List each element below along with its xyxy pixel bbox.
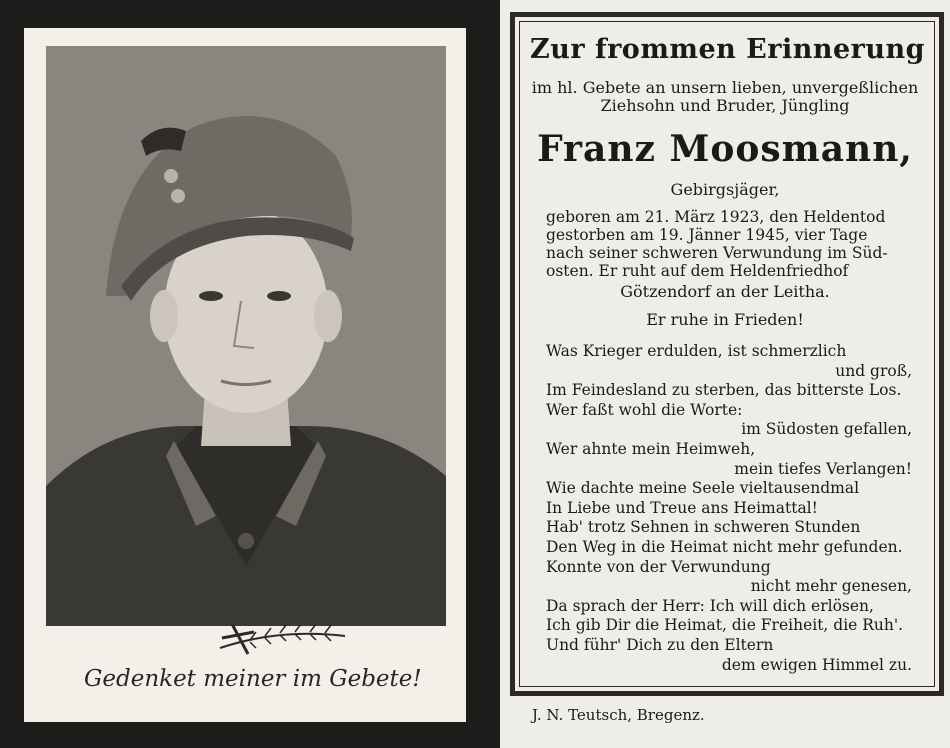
poem-line: Den Weg in die Heimat nicht mehr gefunden.: [546, 538, 903, 556]
poem-line: nicht mehr genesen,: [750, 577, 912, 596]
poem-line: dem ewigen Himmel zu.: [721, 655, 912, 674]
remembrance-motto: Gedenket meiner im Gebete!: [84, 666, 422, 692]
poem-line: Wer ahnte mein Heimweh,: [546, 440, 756, 458]
poem-line: Da sprach der Herr: Ich will dich erlösen,: [546, 596, 874, 615]
poem-line: Und führ' Dich zu den Eltern: [546, 636, 774, 654]
portrait-illustration: [46, 46, 446, 626]
poem-line: Ich gib Dir die Heimat, die Freiheit, die Ruh'.: [546, 616, 904, 635]
printer-credit: J. N. Teutsch, Bregenz.: [532, 706, 705, 724]
poem-line: Konnte von der Verwundung: [546, 557, 771, 576]
poem-line: Im Feindesland zu sterben, das bitterste Los.: [546, 381, 902, 400]
photo-card-inner: [24, 28, 466, 722]
memorial-text-card: [500, 0, 950, 748]
poem-line: und groß,: [835, 361, 912, 380]
bio-line: gestorben am 19. Jänner 1945, vier Tage: [546, 226, 868, 244]
palm-branch-cross-ornament: [210, 618, 350, 658]
dedication-line-1: im hl. Gebete an unsern lieben, unvergeßlichen: [531, 78, 919, 97]
burial-place: Götzendorf an der Leitha.: [620, 282, 830, 301]
poem-line: Wie dachte meine Seele vieltausendmal: [546, 479, 860, 498]
bio-line: geboren am 21. März 1923, den Heldentod: [546, 208, 886, 226]
bio-line: osten. Er ruht auf dem Heldenfriedhof: [546, 262, 849, 280]
poem-line: Wer faßt wohl die Worte:: [546, 400, 743, 419]
poem-line: In Liebe und Treue ans Heimattal!: [546, 498, 818, 517]
bio-line: nach seiner schweren Verwundung im Süd-: [546, 244, 888, 262]
memorial-heading: Zur frommen Erinnerung: [530, 34, 926, 65]
soldier-portrait-photo: [46, 46, 446, 626]
deceased-name: Franz Moosmann,: [537, 128, 913, 170]
poem-line: mein tiefes Verlangen!: [734, 459, 912, 478]
poem-line: Was Krieger erdulden, ist schmerzlich: [546, 342, 847, 360]
poem-line: Hab' trotz Sehnen in schweren Stunden: [546, 518, 861, 537]
dedication-line-2: Ziehsohn und Bruder, Jüngling: [600, 96, 850, 115]
rest-in-peace: Er ruhe in Frieden!: [646, 310, 804, 329]
poem-line: im Südosten gefallen,: [741, 420, 912, 439]
military-rank: Gebirgsjäger,: [670, 180, 780, 199]
